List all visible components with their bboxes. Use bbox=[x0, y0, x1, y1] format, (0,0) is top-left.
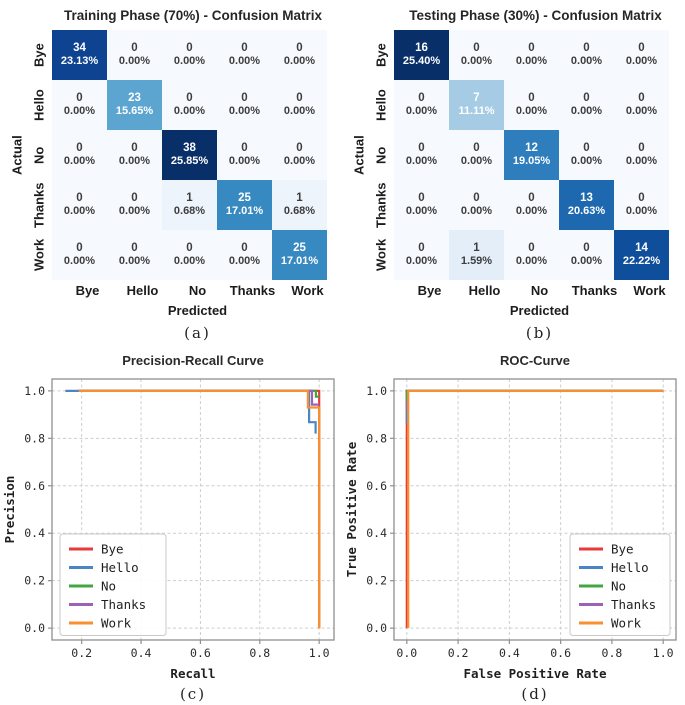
y-tick-label: 1.0 bbox=[366, 383, 387, 398]
cm-cell-percent: 0.00% bbox=[405, 255, 438, 268]
y-tick-label: 0.6 bbox=[366, 478, 387, 493]
cm-cell-r1c3 bbox=[217, 80, 272, 130]
cm-cell-count: 0 bbox=[186, 91, 193, 104]
cm-row-label: No bbox=[31, 146, 47, 164]
cm-cell-count: 0 bbox=[583, 41, 590, 54]
cm-cell-percent: 0.00% bbox=[283, 105, 316, 118]
cm-cell-count: 0 bbox=[131, 241, 138, 254]
cm-cell-r0c1 bbox=[449, 30, 504, 80]
train-cm-ylabel: Actual bbox=[9, 135, 25, 175]
cm-cell-r0c3 bbox=[217, 30, 272, 80]
cm-cell-r2c0 bbox=[394, 130, 449, 180]
train-cm-col-labels bbox=[60, 280, 342, 298]
y-axis-label: True Positive Rate bbox=[344, 441, 359, 578]
test-cm-grid bbox=[394, 30, 669, 280]
legend-label-work: Work bbox=[611, 615, 642, 631]
cm-cell-percent: 0.00% bbox=[625, 205, 658, 218]
train-confusion-matrix bbox=[0, 0, 342, 345]
cm-cell-percent: 0.00% bbox=[625, 55, 658, 68]
cm-cell-count: 0 bbox=[418, 191, 425, 204]
cm-cell-r4c4 bbox=[614, 230, 669, 280]
cm-cell-count: 0 bbox=[241, 141, 248, 154]
cm-cell-r4c3 bbox=[559, 230, 614, 280]
cm-cell-percent: 25.40% bbox=[402, 55, 441, 68]
test-cm-ylabel: Actual bbox=[351, 135, 367, 175]
cm-cell-count: 25 bbox=[238, 191, 251, 204]
cm-cell-count: 0 bbox=[638, 41, 645, 54]
cm-cell-r3c4 bbox=[614, 180, 669, 230]
cm-cell-r0c2 bbox=[162, 30, 217, 80]
cm-col-label: No bbox=[188, 283, 207, 298]
y-tick-label: 0.8 bbox=[24, 431, 45, 446]
test-cm-title: Testing Phase (30%) - Confusion Matrix bbox=[409, 8, 662, 23]
cm-cell-count: 34 bbox=[73, 41, 86, 54]
y-tick-label: 1.0 bbox=[24, 383, 45, 398]
x-tick-label: 0.0 bbox=[396, 646, 418, 660]
cm-cell-count: 0 bbox=[583, 141, 590, 154]
cm-cell-percent: 0.00% bbox=[460, 55, 493, 68]
y-axis-label: Precision bbox=[2, 475, 17, 544]
y-tick-label: 0.0 bbox=[24, 621, 45, 636]
cm-cell-count: 0 bbox=[296, 41, 303, 54]
series-line-no bbox=[407, 391, 663, 402]
test-cm-xlabel: Predicted bbox=[509, 303, 570, 318]
cm-cell-r2c1 bbox=[107, 130, 162, 180]
cm-row-label: Hello bbox=[373, 89, 389, 121]
cm-col-label: Thanks bbox=[571, 283, 618, 298]
cm-cell-count: 0 bbox=[186, 41, 193, 54]
cm-cell-percent: 0.00% bbox=[118, 155, 151, 168]
cm-cell-count: 1 bbox=[296, 191, 303, 204]
cm-row-label: Hello bbox=[31, 89, 47, 121]
cm-cell-r1c1 bbox=[449, 80, 504, 130]
cm-col-label: Hello bbox=[468, 283, 501, 298]
cm-cell-percent: 17.01% bbox=[280, 255, 319, 268]
cm-cell-percent: 0.00% bbox=[173, 105, 206, 118]
cm-cell-r1c0 bbox=[52, 80, 107, 130]
cm-col-label: Bye bbox=[75, 283, 100, 298]
chart-title: ROC-Curve bbox=[499, 353, 571, 368]
cm-cell-percent: 0.00% bbox=[625, 105, 658, 118]
y-tick-label: 0.2 bbox=[366, 573, 387, 588]
subfig-caption-d: (d) bbox=[521, 685, 549, 703]
cm-cell-percent: 0.00% bbox=[405, 205, 438, 218]
cm-row-label: Bye bbox=[31, 43, 47, 67]
cm-cell-r3c1 bbox=[107, 180, 162, 230]
x-tick-label: 0.8 bbox=[601, 646, 623, 660]
cm-cell-count: 0 bbox=[131, 191, 138, 204]
cm-cell-r0c2 bbox=[504, 30, 559, 80]
cm-cell-count: 0 bbox=[418, 141, 425, 154]
cm-cell-r4c2 bbox=[504, 230, 559, 280]
cm-cell-count: 7 bbox=[473, 91, 480, 104]
cm-row-label: Work bbox=[373, 238, 389, 272]
cm-cell-percent: 19.05% bbox=[512, 155, 551, 168]
cm-cell-percent: 11.11% bbox=[458, 105, 495, 118]
y-tick-label: 0.6 bbox=[24, 478, 45, 493]
train-cm-title: Training Phase (70%) - Confusion Matrix bbox=[63, 8, 323, 23]
cm-cell-percent: 0.00% bbox=[63, 205, 96, 218]
cm-cell-percent: 0.00% bbox=[173, 255, 206, 268]
cm-cell-count: 25 bbox=[293, 241, 306, 254]
cm-cell-count: 0 bbox=[528, 241, 535, 254]
train-cm-xlabel: Predicted bbox=[167, 303, 228, 318]
cm-cell-r1c3 bbox=[559, 80, 614, 130]
cm-cell-count: 0 bbox=[241, 41, 248, 54]
cm-cell-count: 1 bbox=[186, 191, 193, 204]
cm-cell-percent: 0.68% bbox=[173, 205, 206, 218]
cm-cell-r1c0 bbox=[394, 80, 449, 130]
cm-cell-percent: 17.01% bbox=[225, 205, 264, 218]
cm-cell-count: 12 bbox=[525, 141, 538, 154]
cm-cell-r1c2 bbox=[504, 80, 559, 130]
cm-cell-percent: 0.00% bbox=[515, 105, 548, 118]
cm-cell-count: 14 bbox=[635, 241, 648, 254]
cm-cell-r4c0 bbox=[52, 230, 107, 280]
cm-cell-count: 0 bbox=[583, 241, 590, 254]
cm-cell-r2c1 bbox=[449, 130, 504, 180]
cm-cell-percent: 0.00% bbox=[625, 155, 658, 168]
cm-cell-count: 0 bbox=[131, 141, 138, 154]
train-cm-row-labels bbox=[26, 30, 52, 280]
cm-cell-count: 0 bbox=[131, 41, 138, 54]
cm-cell-r0c4 bbox=[272, 30, 327, 80]
legend-label-hello: Hello bbox=[101, 560, 139, 575]
x-tick-label: 0.2 bbox=[447, 646, 469, 660]
x-tick-label: 0.2 bbox=[71, 646, 93, 660]
cm-cell-r0c0 bbox=[52, 30, 107, 80]
cm-cell-count: 0 bbox=[583, 91, 590, 104]
cm-cell-percent: 0.00% bbox=[118, 55, 151, 68]
cm-cell-percent: 0.00% bbox=[228, 55, 261, 68]
cm-cell-percent: 0.00% bbox=[460, 205, 493, 218]
cm-row-label: Work bbox=[31, 238, 47, 272]
cm-cell-percent: 22.22% bbox=[622, 255, 661, 268]
legend-label-thanks: Thanks bbox=[101, 597, 147, 612]
cm-cell-r1c4 bbox=[614, 80, 669, 130]
cm-row-label: Bye bbox=[373, 43, 389, 67]
cm-cell-count: 16 bbox=[415, 41, 428, 54]
cm-cell-percent: 0.00% bbox=[63, 255, 96, 268]
cm-cell-r3c3 bbox=[217, 180, 272, 230]
cm-cell-r2c2 bbox=[162, 130, 217, 180]
cm-cell-count: 0 bbox=[241, 91, 248, 104]
legend-label-thanks: Thanks bbox=[611, 597, 657, 612]
x-tick-label: 0.4 bbox=[130, 646, 152, 660]
cm-cell-r1c2 bbox=[162, 80, 217, 130]
cm-cell-r4c2 bbox=[162, 230, 217, 280]
legend-label-bye: Bye bbox=[611, 541, 634, 557]
cm-cell-count: 0 bbox=[473, 191, 480, 204]
cm-cell-r3c2 bbox=[504, 180, 559, 230]
cm-cell-count: 0 bbox=[76, 91, 83, 104]
test-cm-row-labels bbox=[368, 30, 394, 280]
cm-cell-r1c4 bbox=[272, 80, 327, 130]
cm-cell-count: 0 bbox=[186, 241, 193, 254]
y-tick-label: 0.8 bbox=[366, 431, 387, 446]
cm-cell-percent: 0.68% bbox=[283, 205, 316, 218]
cm-cell-r3c4 bbox=[272, 180, 327, 230]
x-tick-label: 0.6 bbox=[550, 646, 572, 660]
cm-cell-r3c0 bbox=[394, 180, 449, 230]
cm-cell-count: 0 bbox=[528, 91, 535, 104]
cm-cell-r4c4 bbox=[272, 230, 327, 280]
cm-cell-percent: 0.00% bbox=[118, 255, 151, 268]
legend-label-bye: Bye bbox=[101, 541, 124, 557]
cm-cell-percent: 0.00% bbox=[228, 105, 261, 118]
cm-cell-percent: 0.00% bbox=[63, 155, 96, 168]
legend-label-work: Work bbox=[101, 615, 132, 631]
cm-cell-count: 0 bbox=[418, 241, 425, 254]
cm-row-label: Thanks bbox=[373, 182, 389, 228]
cm-cell-r0c1 bbox=[107, 30, 162, 80]
cm-col-label: No bbox=[530, 283, 549, 298]
cm-cell-percent: 0.00% bbox=[63, 105, 96, 118]
x-tick-label: 0.8 bbox=[249, 646, 271, 660]
cm-cell-r4c1 bbox=[449, 230, 504, 280]
y-tick-label: 0.4 bbox=[366, 526, 387, 541]
cm-cell-count: 0 bbox=[638, 141, 645, 154]
cm-col-label: Work bbox=[291, 283, 324, 298]
cm-cell-percent: 0.00% bbox=[460, 155, 493, 168]
series-line-thanks bbox=[407, 391, 663, 410]
cm-cell-count: 0 bbox=[76, 241, 83, 254]
cm-cell-percent: 0.00% bbox=[515, 55, 548, 68]
cm-cell-r2c0 bbox=[52, 130, 107, 180]
cm-cell-r3c2 bbox=[162, 180, 217, 230]
x-axis-label: False Positive Rate bbox=[463, 666, 607, 681]
cm-cell-r3c1 bbox=[449, 180, 504, 230]
cm-cell-percent: 0.00% bbox=[570, 55, 603, 68]
cm-cell-count: 0 bbox=[528, 41, 535, 54]
cm-col-label: Thanks bbox=[229, 283, 276, 298]
roc-chart bbox=[342, 345, 685, 705]
cm-row-label: No bbox=[373, 146, 389, 164]
cm-cell-percent: 25.85% bbox=[170, 155, 209, 168]
cm-cell-r2c2 bbox=[504, 130, 559, 180]
cm-cell-percent: 0.00% bbox=[283, 155, 316, 168]
cm-cell-percent: 0.00% bbox=[283, 55, 316, 68]
cm-cell-count: 0 bbox=[473, 41, 480, 54]
cm-cell-percent: 0.00% bbox=[405, 105, 438, 118]
x-axis-label: Recall bbox=[170, 666, 216, 681]
cm-cell-count: 38 bbox=[183, 141, 196, 154]
chart-title: Precision-Recall Curve bbox=[122, 353, 264, 368]
cm-cell-r1c1 bbox=[107, 80, 162, 130]
cm-cell-percent: 0.00% bbox=[570, 155, 603, 168]
cm-cell-count: 13 bbox=[580, 191, 593, 204]
cm-cell-count: 0 bbox=[638, 191, 645, 204]
cm-cell-count: 0 bbox=[418, 91, 425, 104]
subfig-caption-a: (a) bbox=[184, 324, 211, 342]
train-cm-grid bbox=[52, 30, 327, 280]
cm-cell-percent: 0.00% bbox=[173, 55, 206, 68]
cm-row-label: Thanks bbox=[31, 182, 47, 228]
cm-cell-r2c4 bbox=[272, 130, 327, 180]
cm-cell-percent: 1.59% bbox=[460, 255, 493, 268]
cm-cell-r3c0 bbox=[52, 180, 107, 230]
precision-recall-chart bbox=[0, 345, 342, 705]
cm-cell-count: 23 bbox=[128, 91, 141, 104]
cm-cell-r3c3 bbox=[559, 180, 614, 230]
subfig-caption-b: (b) bbox=[525, 324, 554, 342]
cm-cell-percent: 20.63% bbox=[567, 205, 606, 218]
cm-cell-count: 0 bbox=[296, 141, 303, 154]
cm-cell-r4c1 bbox=[107, 230, 162, 280]
cm-cell-percent: 0.00% bbox=[118, 205, 151, 218]
cm-cell-percent: 0.00% bbox=[570, 255, 603, 268]
test-cm-col-labels bbox=[402, 280, 685, 298]
cm-cell-r2c4 bbox=[614, 130, 669, 180]
x-tick-label: 1.0 bbox=[308, 646, 330, 660]
series-line-thanks bbox=[79, 391, 320, 405]
cm-col-label: Bye bbox=[417, 283, 442, 298]
cm-cell-count: 0 bbox=[638, 91, 645, 104]
cm-cell-count: 0 bbox=[473, 141, 480, 154]
cm-col-label: Hello bbox=[126, 283, 159, 298]
cm-cell-count: 0 bbox=[76, 141, 83, 154]
cm-cell-count: 0 bbox=[76, 191, 83, 204]
y-tick-label: 0.2 bbox=[24, 573, 45, 588]
y-tick-label: 0.4 bbox=[24, 526, 45, 541]
cm-cell-percent: 0.00% bbox=[515, 205, 548, 218]
cm-cell-percent: 0.00% bbox=[570, 105, 603, 118]
y-tick-label: 0.0 bbox=[366, 621, 387, 636]
cm-cell-count: 0 bbox=[241, 241, 248, 254]
cm-cell-percent: 23.13% bbox=[60, 55, 99, 68]
cm-cell-count: 0 bbox=[528, 191, 535, 204]
legend-label-no: No bbox=[611, 578, 627, 594]
cm-cell-count: 1 bbox=[473, 241, 480, 254]
cm-cell-r4c0 bbox=[394, 230, 449, 280]
cm-cell-percent: 0.00% bbox=[228, 255, 261, 268]
x-tick-label: 0.4 bbox=[498, 646, 520, 660]
cm-cell-percent: 0.00% bbox=[405, 155, 438, 168]
x-tick-label: 1.0 bbox=[652, 646, 674, 660]
cm-cell-r0c0 bbox=[394, 30, 449, 80]
cm-cell-count: 0 bbox=[296, 91, 303, 104]
subfig-caption-c: (c) bbox=[179, 685, 207, 703]
cm-cell-percent: 0.00% bbox=[228, 155, 261, 168]
cm-cell-r0c3 bbox=[559, 30, 614, 80]
x-tick-label: 0.6 bbox=[190, 646, 211, 660]
test-confusion-matrix bbox=[342, 0, 685, 345]
series-line-hello bbox=[407, 391, 663, 424]
cm-cell-r4c3 bbox=[217, 230, 272, 280]
cm-col-label: Work bbox=[633, 283, 666, 298]
cm-cell-percent: 0.00% bbox=[515, 255, 548, 268]
cm-cell-r2c3 bbox=[559, 130, 614, 180]
legend-label-no: No bbox=[101, 578, 117, 594]
series-line-hello bbox=[65, 391, 315, 434]
cm-cell-r2c3 bbox=[217, 130, 272, 180]
legend-label-hello: Hello bbox=[611, 560, 649, 575]
cm-cell-percent: 15.65% bbox=[115, 105, 154, 118]
cm-cell-r0c4 bbox=[614, 30, 669, 80]
